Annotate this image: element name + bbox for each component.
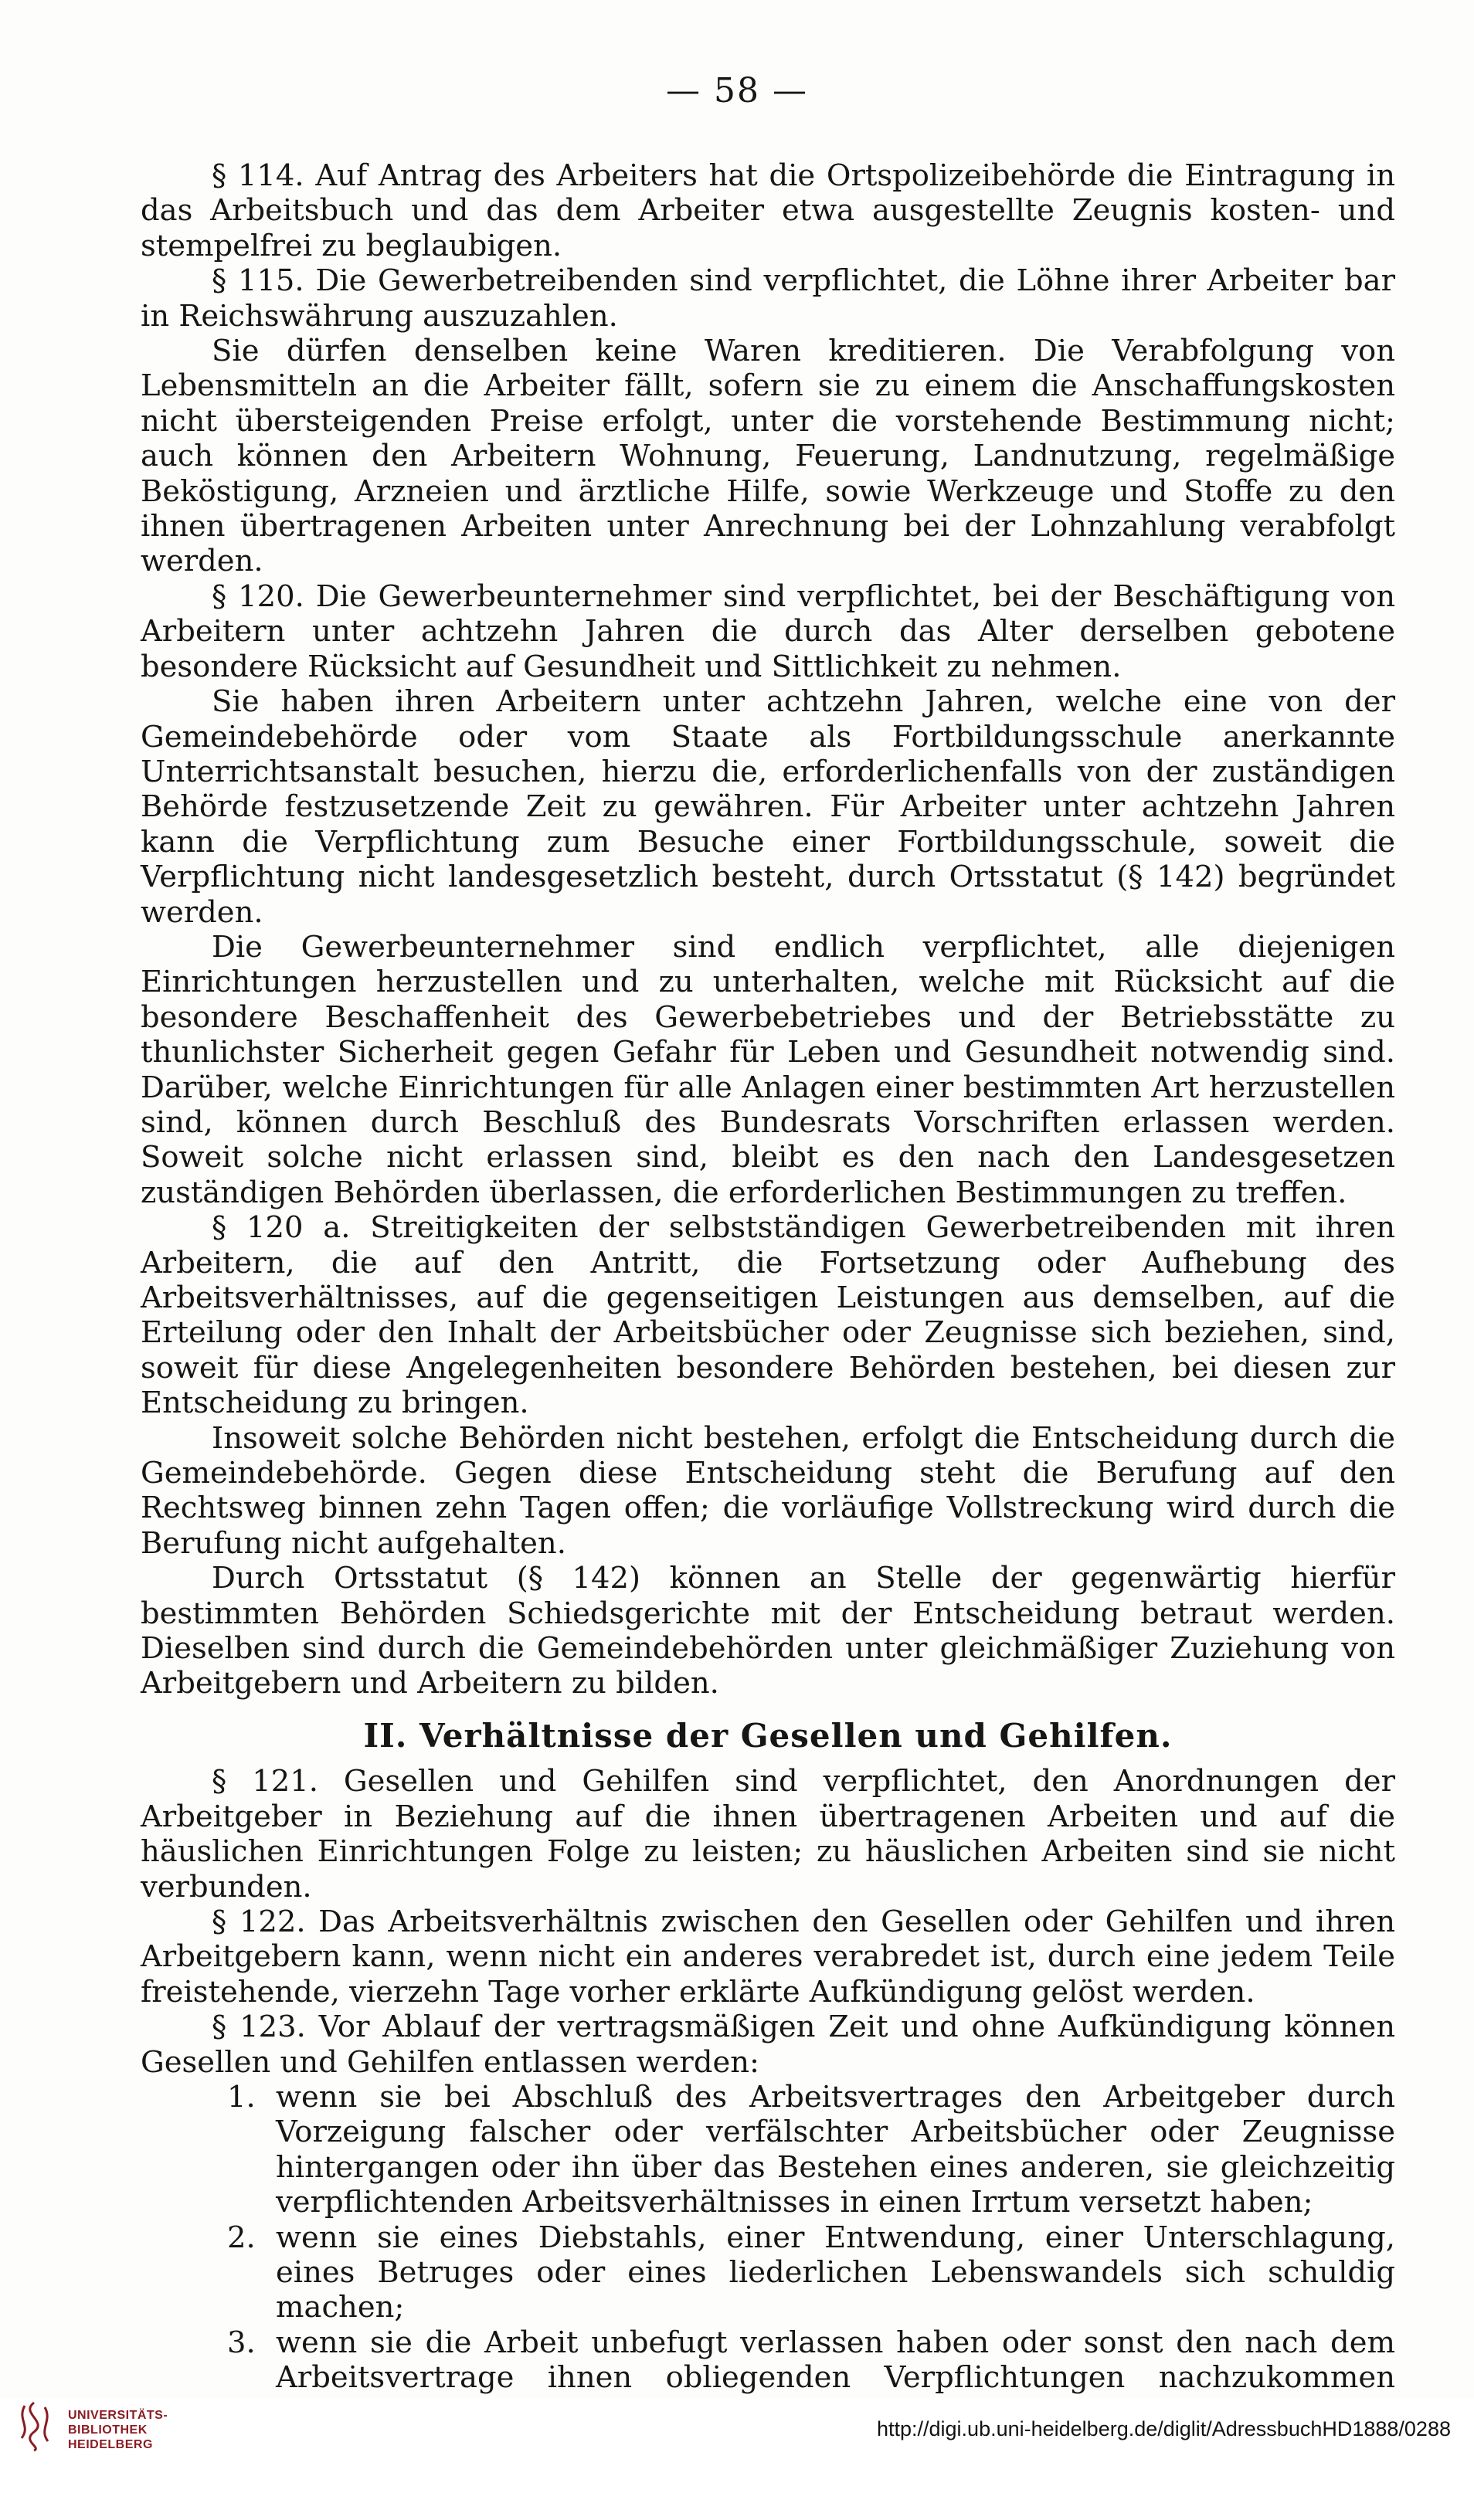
list-item-text: wenn sie eines Diebstahls, einer Entwendung, einer Unterschlagung, eines Betruges oder eines liederlichen Lebenswandels sich schuldig machen; — [276, 2220, 1395, 2325]
paragraph-122: § 122. Das Arbeitsverhältnis zwischen den Gesellen oder Gehilfen und ihren Arbeitgebern kann, wenn nicht ein anderes verabredet ist, durch eine jedem Teile freistehende, vierzehn Tage vorher erklärte Aufkündigung gelöst werden. — [141, 1904, 1395, 2010]
page-number: — 58 — — [666, 71, 808, 110]
paragraph-115-cont: Sie dürfen denselben keine Waren kreditieren. Die Verabfolgung von Lebensmitteln an die Arbeiter fällt, sofern sie zu einem die Anschaffungskosten nicht übersteigenden Preise erfolgt, unter die vorstehende Bestimmung nicht; auch können den Arbeitern Wohnung, Feuerung, Landnutzung, regelmäßige Beköstigung, Arzneien und ärztliche Hilfe, sowie Werkzeuge und Stoffe zu den ihnen übertragenen Arbeiten unter Anrechnung bei der Lohnzahlung verabfolgt werden. — [141, 334, 1395, 579]
paragraph-120: § 120. Die Gewerbeunternehmer sind verpflichtet, bei der Beschäftigung von Arbeitern unter achtzehn Jahren die durch das Alter derselben gebotene besondere Rücksicht auf Gesundheit und Sittlichkeit zu nehmen. — [141, 578, 1395, 684]
logo-line-2: BIBLIOTHEK — [68, 2423, 148, 2437]
paragraph-120-cont-1: Sie haben ihren Arbeitern unter achtzehn Jahren, welche eine von der Gemeindebehörde oder vom Staate als Fortbildungsschule anerkannte Unterrichtsanstalt besuchen, hierzu die, erforderlichenfalls von der zuständigen Behörde festzusetzende Zeit zu gewähren. Für Arbeiter unter achtzehn Jahren kann die Verpflichtung zum Besuche einer Fortbildungsschule, soweit die Verpflichtung nicht landesgesetzlich besteht, durch Ortsstatut (§ 142) begründet werden. — [141, 684, 1395, 930]
section-heading: II. Verhältnisse der Gesellen und Gehilfen. — [363, 1716, 1173, 1755]
library-logo-text — [68, 2408, 168, 2452]
logo-line-3: HEIDELBERG — [68, 2438, 153, 2451]
list-item-number: 1. — [227, 2079, 256, 2115]
list-item-number: 2. — [227, 2220, 256, 2255]
list-item-text: wenn sie die Arbeit unbefugt verlassen haben oder sonst den nach dem Arbeitsvertrage ihnen obliegenden Verpflichtungen nachzukommen — [276, 2325, 1395, 2396]
logo-line-1: UNIVERSITÄTS- — [68, 2409, 168, 2422]
page-body — [141, 158, 1395, 2430]
paragraph-115: § 115. Die Gewerbetreibenden sind verpflichtet, die Löhne ihrer Arbeiter bar in Reichswährung auszuzahlen. — [141, 263, 1395, 334]
list-item-number: 3. — [227, 2325, 256, 2360]
paragraph-121: § 121. Gesellen und Gehilfen sind verpflichtet, den Anordnungen der Arbeitgeber in Beziehung auf die ihnen übertragenen Arbeiten und auf die häuslichen Einrichtungen Folge zu leisten; zu häuslichen Arbeiten sind sie nicht verbunden. — [141, 1764, 1395, 1904]
list-item-text: wenn sie bei Abschluß des Arbeitsvertrages den Arbeitgeber durch Vorzeigung falscher oder verfälschter Arbeitsbücher oder Zeugnisse hintergangen oder ihn über das Bestehen eines anderen, sie gleichzeitig verpflichtenden Arbeitsverhältnisses in einen Irrtum versetzt haben; — [276, 2079, 1395, 2220]
library-footer — [0, 2398, 1474, 2520]
university-seal-icon — [11, 2398, 57, 2452]
paragraph-114: § 114. Auf Antrag des Arbeiters hat die Ortspolizeibehörde die Eintragung in das Arbeitsbuch und das dem Arbeiter etwa ausgestellte Zeugnis kosten- und stempelfrei zu beglaubigen. — [141, 158, 1395, 263]
paragraph-120a-cont-1: Insoweit solche Behörden nicht bestehen, erfolgt die Entscheidung durch die Gemeindebehörde. Gegen diese Entscheidung steht die Berufung auf den Rechtsweg binnen zehn Tagen offen; die vorläufige Vollstreckung wird durch die Berufung nicht aufgehalten. — [141, 1420, 1395, 1561]
list-item — [141, 2220, 1395, 2325]
permalink-url[interactable]: http://digi.ub.uni-heidelberg.de/diglit/AdressbuchHD1888/0288 — [876, 2417, 1451, 2440]
entlassung-list — [141, 2080, 1395, 2430]
paragraph-120a: § 120 a. Streitigkeiten der selbstständigen Gewerbetreibenden mit ihren Arbeitern, die auf den Antritt, die Fortsetzung oder Aufhebung des Arbeitsverhältnisses, auf die gegenseitigen Leistungen aus demselben, auf die Erteilung oder den Inhalt der Arbeitsbücher oder Zeugnisse sich beziehen, sind, soweit für diese Angelegenheiten besondere Behörden bestehen, bei diesen zur Entscheidung zu bringen. — [141, 1210, 1395, 1421]
paragraph-120a-cont-2: Durch Ortsstatut (§ 142) können an Stelle der gegenwärtig hierfür bestimmten Behörden Schiedsgerichte mit der Entscheidung betraut werden. Dieselben sind durch die Gemeindebehörden unter gleichmäßiger Zuziehung von Arbeitgebern und Arbeitern zu bilden. — [141, 1561, 1395, 1701]
list-item — [141, 2080, 1395, 2220]
paragraph-120-cont-2: Die Gewerbeunternehmer sind endlich verpflichtet, alle diejenigen Einrichtungen herzustellen und zu unterhalten, welche mit Rücksicht auf die besondere Beschaffenheit des Gewerbebetriebes und der Betriebsstätte zu thunlichster Sicherheit gegen Gefahr für Leben und Gesundheit notwendig sind. Darüber, welche Einrichtungen für alle Anlagen einer bestimmten Art herzustellen sind, können durch Beschluß des Bundesrats Vorschriften erlassen werden. Soweit solche nicht erlassen sind, bleibt es den nach den Landesgesetzen zuständigen Behörden überlassen, die erforderlichen Bestimmungen zu treffen. — [141, 929, 1395, 1210]
paragraph-123: § 123. Vor Ablauf der vertragsmäßigen Zeit und ohne Aufkündigung können Gesellen und Gehilfen entlassen werden: — [141, 2010, 1395, 2080]
